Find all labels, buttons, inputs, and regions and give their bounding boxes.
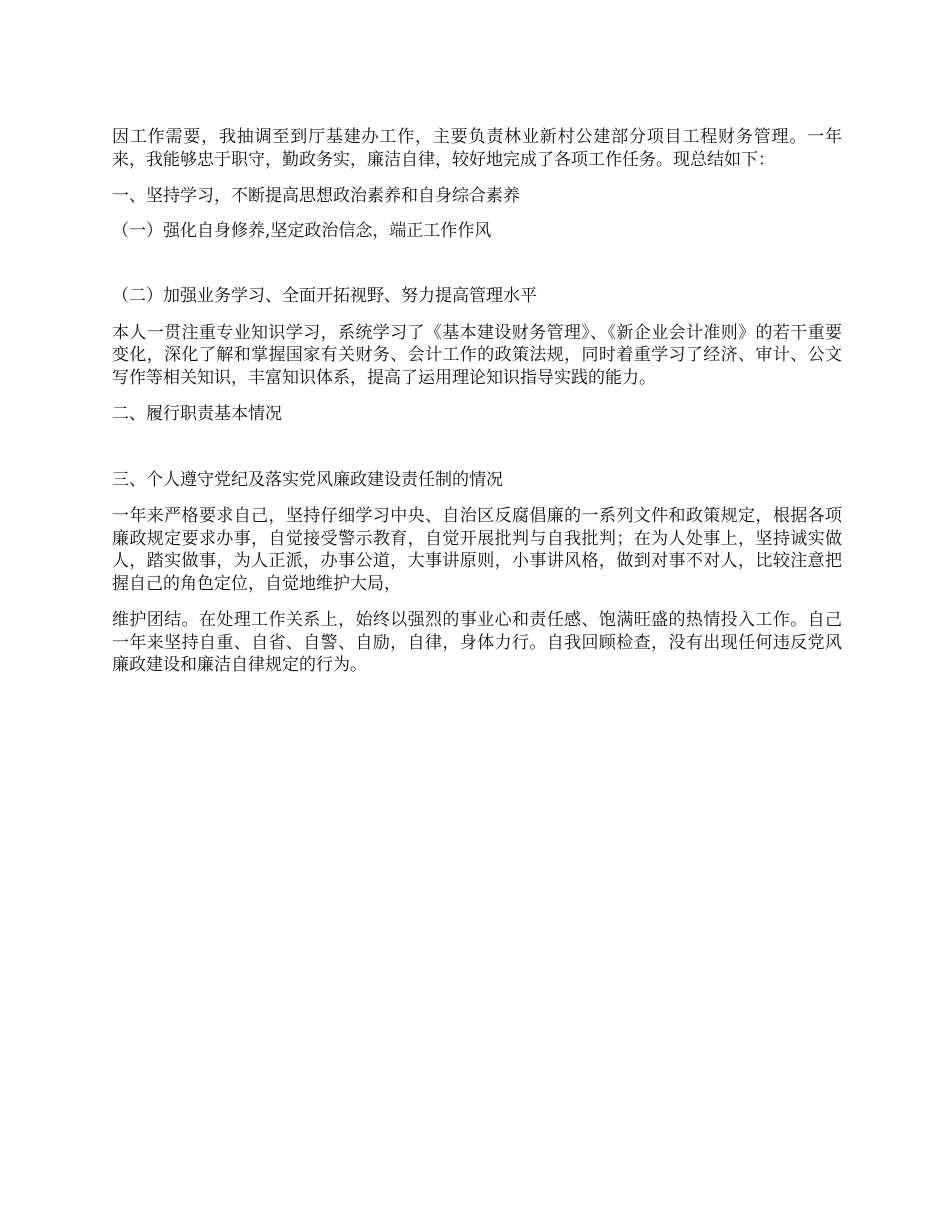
subsection-heading-1-1: （一）强化自身修养,坚定政治信念，端正工作作风 [112,220,492,241]
spacer [112,426,842,469]
subsection-heading-1-2: （二）加强业务学习、全面开拓视野、努力提高管理水平 [112,286,537,306]
section-heading-2: 二、履行职责基本情况 [112,404,282,424]
section-heading-1: 一、坚持学习，不断提高思想政治素养和自身综合素养 [112,186,520,206]
spacer [112,389,842,403]
section-heading-3: 三、个人遵守党纪及落实党风廉政建设责任制的情况 [112,469,503,490]
spacer [112,595,842,609]
discipline-paragraph-1: 一年来严格要求自己，坚持仔细学习中央、自治区反腐倡廉的一系列文件和政策规定，根据各项廉政规定要求办事，自觉接受警示教育，自觉开展批判与自我批判；在为人处事上，坚持诚实做人，踏实做事，为人正派，办事公道，大事讲原则，小事讲风格，做到对事不对人，比较注意把握自己的角色定位，自觉地维护大局， [112,506,842,594]
spacer [112,171,842,185]
spacer [112,208,842,220]
document-body [112,126,842,677]
discipline-paragraph-2: 维护团结。在处理工作关系上，始终以强烈的事业心和责任感、饱满旺盛的热情投入工作。自己一年来坚持自重、自省、自警、自励，自律，身体力行。自我回顾检查，没有出现任何违反党风廉政建设和廉洁自律规定的行为。 [112,610,842,675]
spacer [112,491,842,505]
spacer [112,242,842,285]
spacer [112,308,842,322]
intro-paragraph: 因工作需要，我抽调至到厅基建办工作，主要负责林业新村公建部分项目工程财务管理。一年来，我能够忠于职守，勤政务实，廉洁自律，较好地完成了各项工作任务。现总结如下： [112,127,842,170]
study-paragraph: 本人一贯注重专业知识学习，系统学习了《基本建设财务管理》、《新企业会计准则》的若干重要变化，深化了解和掌握国家有关财务、会计工作的政策法规，同时着重学习了经济、审计、公文写作等相关知识，丰富知识体系，提高了运用理论知识指导实践的能力。 [112,322,842,388]
